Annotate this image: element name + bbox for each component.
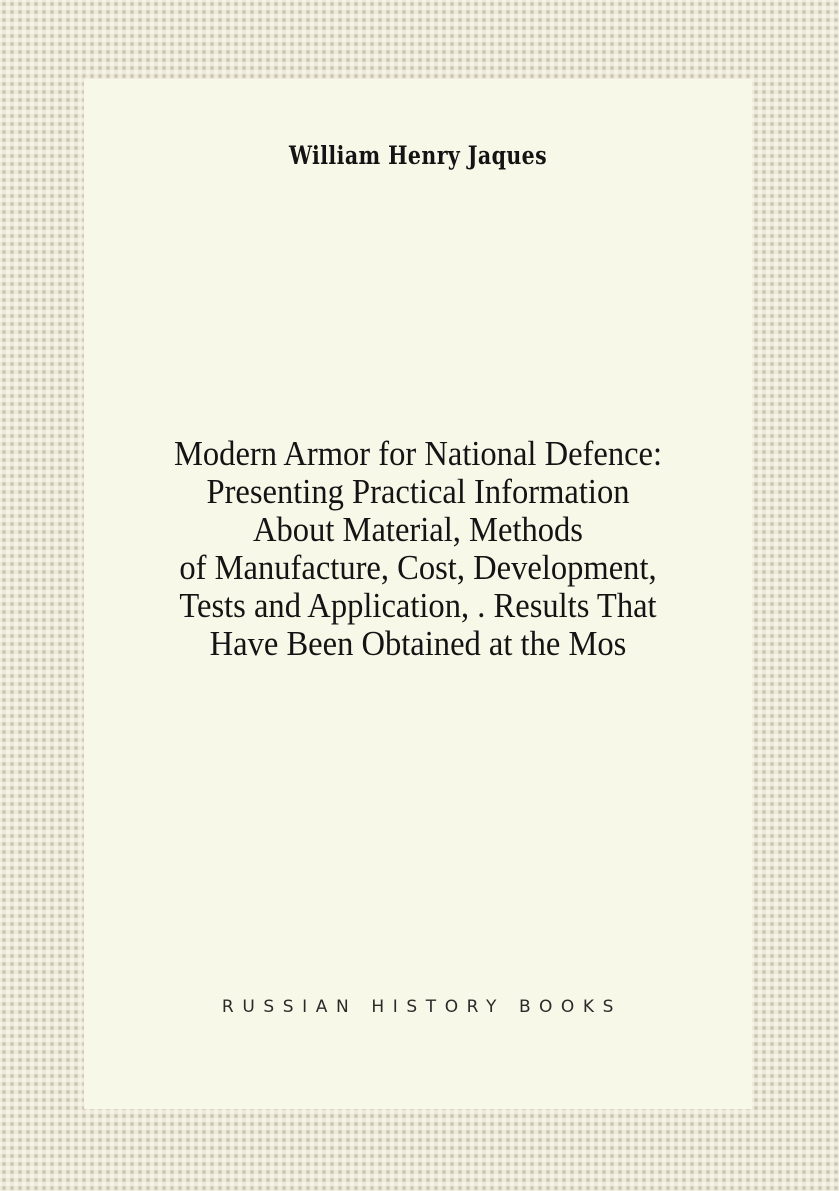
title-line: About Material, Methods xyxy=(253,510,583,549)
author-name: William Henry Jaques xyxy=(288,141,548,170)
book-title xyxy=(107,435,728,663)
title-line: Modern Armor for National Defence: xyxy=(173,434,663,473)
title-line: of Manufacture, Cost, Development, xyxy=(179,548,657,587)
book-cover-panel xyxy=(84,79,752,1109)
title-line: Tests and Application, . Results That xyxy=(179,586,657,625)
title-line: Have Been Obtained at the Mos xyxy=(209,624,627,663)
title-line: Presenting Practical Information xyxy=(206,472,630,511)
publisher-name: RUSSIAN HISTORY BOOKS xyxy=(221,997,623,1017)
